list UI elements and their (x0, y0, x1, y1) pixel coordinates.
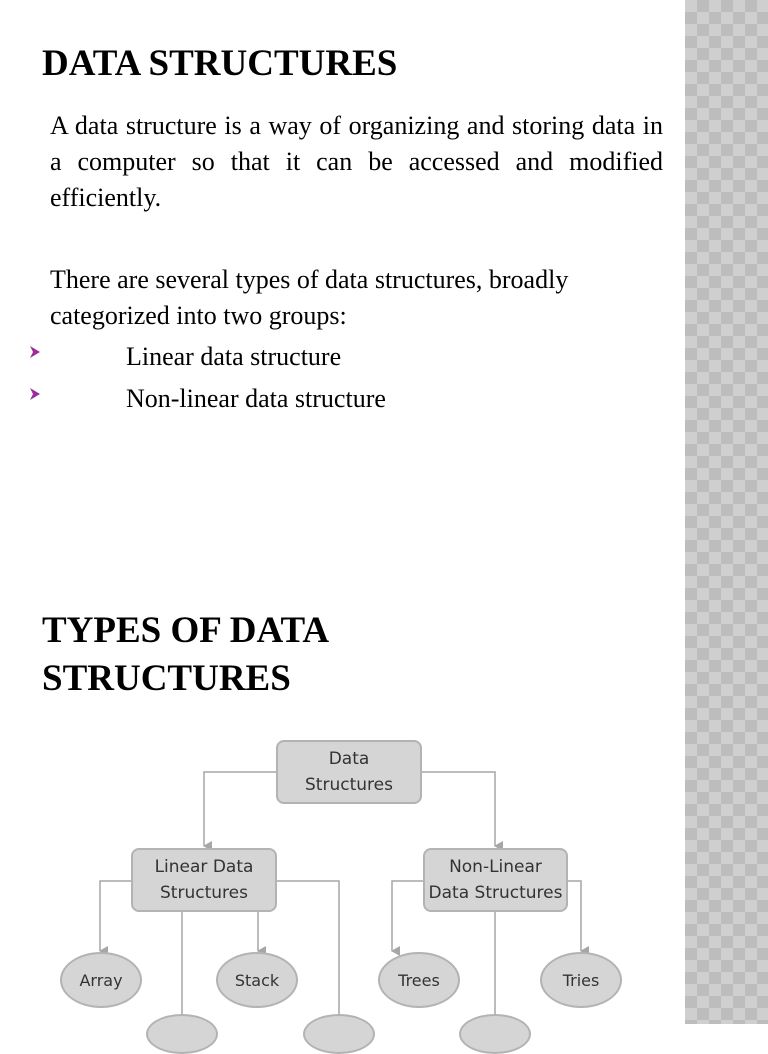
connector-nonlinear-tries (567, 881, 581, 951)
arrow-bullet-icon (28, 345, 42, 359)
bullet-label: Linear data structure (126, 342, 342, 371)
slide-title-data-structures: DATA STRUCTURES (42, 43, 398, 84)
bullet-non-linear (28, 381, 648, 421)
leaf-partial-left (146, 1014, 218, 1054)
slide-title-types-of-data-structures: TYPES OF DATA STRUCTURES (42, 610, 328, 699)
arrow-bullet-icon (28, 387, 42, 401)
connector-linear-array (100, 881, 131, 951)
node-label: Non-Linear Data Structures (428, 857, 563, 903)
types-intro-paragraph: There are several types of data structures, broadly categorized into two groups: (50, 265, 569, 330)
connector-root-linear (204, 772, 276, 846)
node-data-structures (276, 740, 422, 804)
node-label: Linear Data Structures (154, 857, 254, 903)
bullet-label: Non-linear data structure (126, 384, 386, 413)
connector-nonlinear-trees (392, 881, 423, 951)
leaf-tries: Tries (540, 952, 622, 1008)
connector-linear-lower-right (276, 881, 339, 1024)
data-structures-diagram (0, 700, 685, 1024)
bullet-linear (28, 339, 648, 379)
leaf-partial-middle (303, 1014, 375, 1054)
leaf-stack: Stack (216, 952, 298, 1008)
connector-root-nonlinear (422, 772, 495, 846)
decorative-side-pattern (685, 0, 768, 1024)
node-label: Data Structures (305, 749, 393, 795)
leaf-partial-right (459, 1014, 531, 1054)
definition-paragraph: A data structure is a way of organizing and storing data in a computer so that it can be accessed and modified efficiently. (50, 111, 663, 212)
node-linear-data-structures (131, 848, 277, 912)
leaf-array: Array (60, 952, 142, 1008)
leaf-trees: Trees (378, 952, 460, 1008)
node-non-linear-data-structures (423, 848, 568, 912)
